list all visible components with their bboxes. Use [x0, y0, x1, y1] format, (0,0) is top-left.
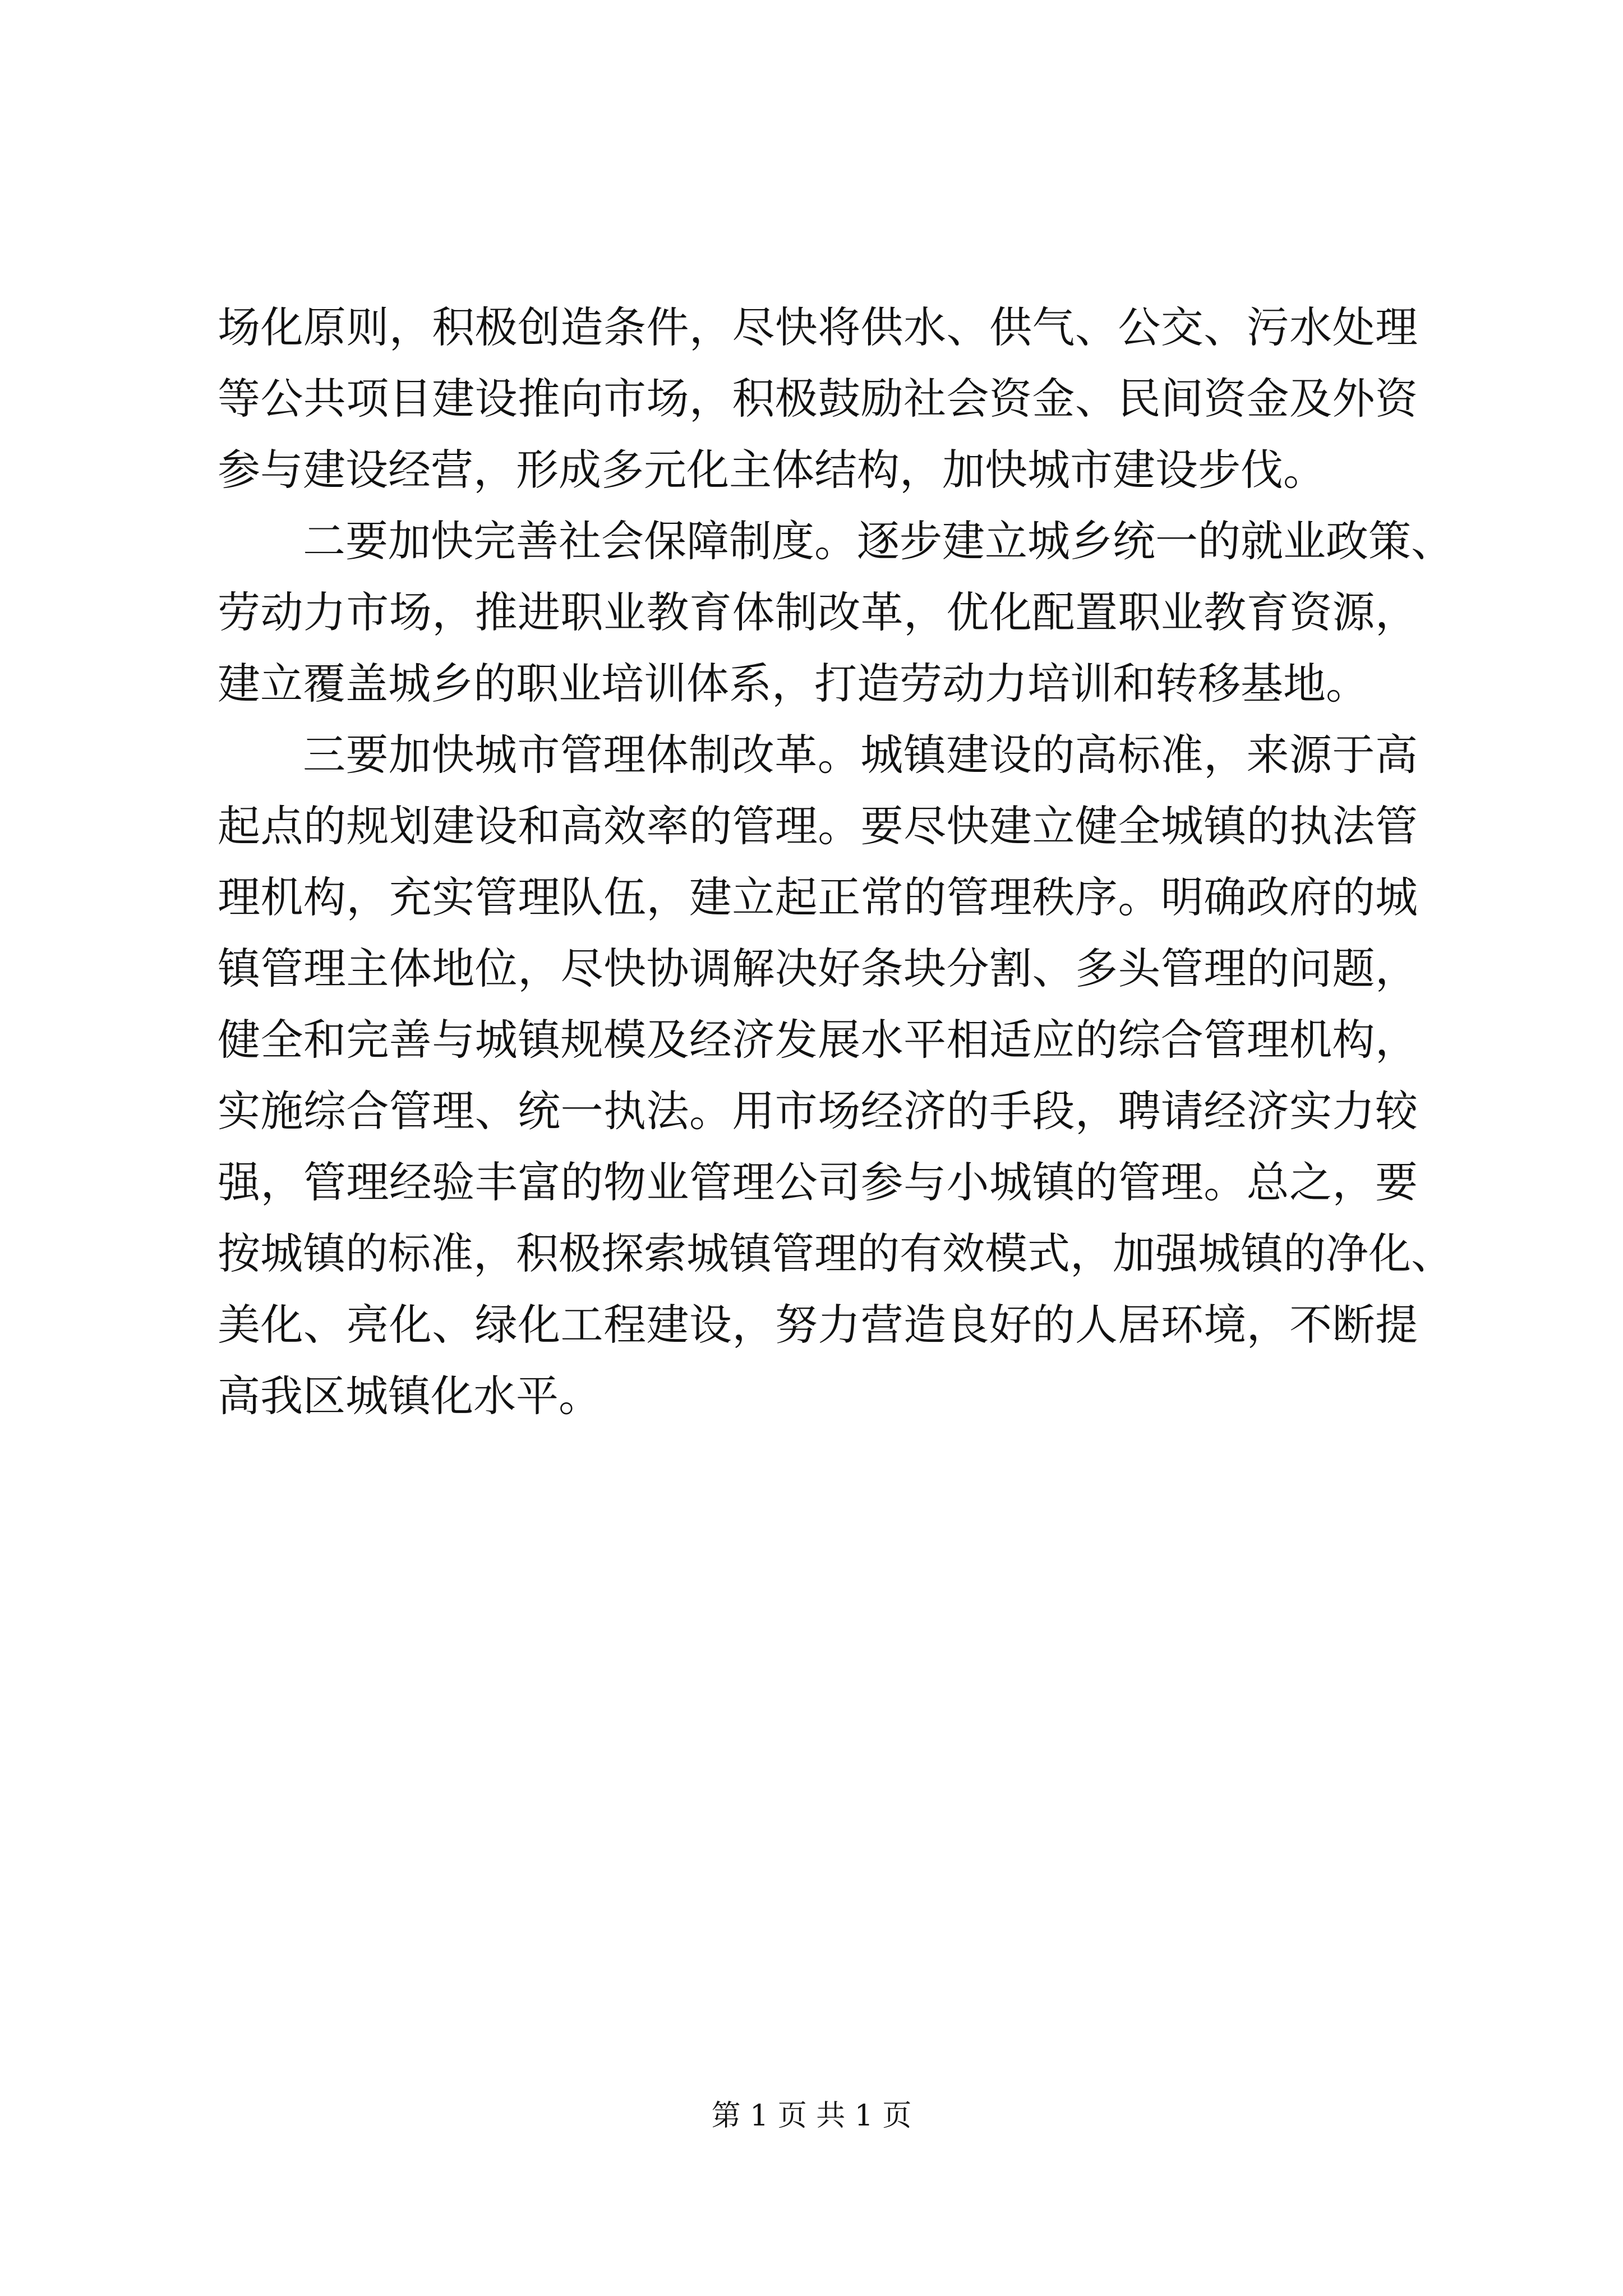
text-line: 按城镇的标准，积极探索城镇管理的有效模式，加强城镇的净化、	[218, 1228, 1454, 1278]
text-line: 劳动力市场，推进职业教育体制改革，优化配置职业教育资源，	[218, 587, 1418, 637]
text-line: 镇管理主体地位，尽快协调解决好条块分割、多头管理的问题，	[218, 944, 1418, 993]
text-line: 场化原则，积极创造条件，尽快将供水、供气、公交、污水处理	[218, 302, 1418, 352]
text-line: 参与建设经营，形成多元化主体结构，加快城市建设步伐。	[218, 445, 1326, 495]
paragraph-start-line: 三要加快城市管理体制改革。城镇建设的高标准，来源于高	[303, 730, 1418, 780]
text-line: 理机构，充实管理队伍，建立起正常的管理秩序。明确政府的城	[218, 872, 1418, 922]
text-line: 高我区城镇化水平。	[218, 1371, 601, 1421]
text-line: 美化、亮化、绿化工程建设，努力营造良好的人居环境，不断提	[218, 1300, 1418, 1350]
text-line: 起点的规划建设和高效率的管理。要尽快建立健全城镇的执法管	[218, 801, 1418, 851]
paragraph-start-line: 二要加快完善社会保障制度。逐步建立城乡统一的就业政策、	[303, 516, 1454, 566]
text-line: 等公共项目建设推向市场，积极鼓励社会资金、民间资金及外资	[218, 374, 1418, 424]
text-line: 实施综合管理、统一执法。用市场经济的手段，聘请经济实力较	[218, 1086, 1418, 1136]
document-body	[218, 292, 1454, 1432]
text-line: 建立覆盖城乡的职业培训体系，打造劳动力培训和转移基地。	[218, 659, 1368, 708]
page-number-footer: 第 1 页 共 1 页	[711, 2099, 912, 2133]
text-line: 健全和完善与城镇规模及经济发展水平相适应的综合管理机构，	[218, 1015, 1418, 1065]
text-line: 强，管理经验丰富的物业管理公司参与小城镇的管理。总之，要	[218, 1157, 1418, 1207]
